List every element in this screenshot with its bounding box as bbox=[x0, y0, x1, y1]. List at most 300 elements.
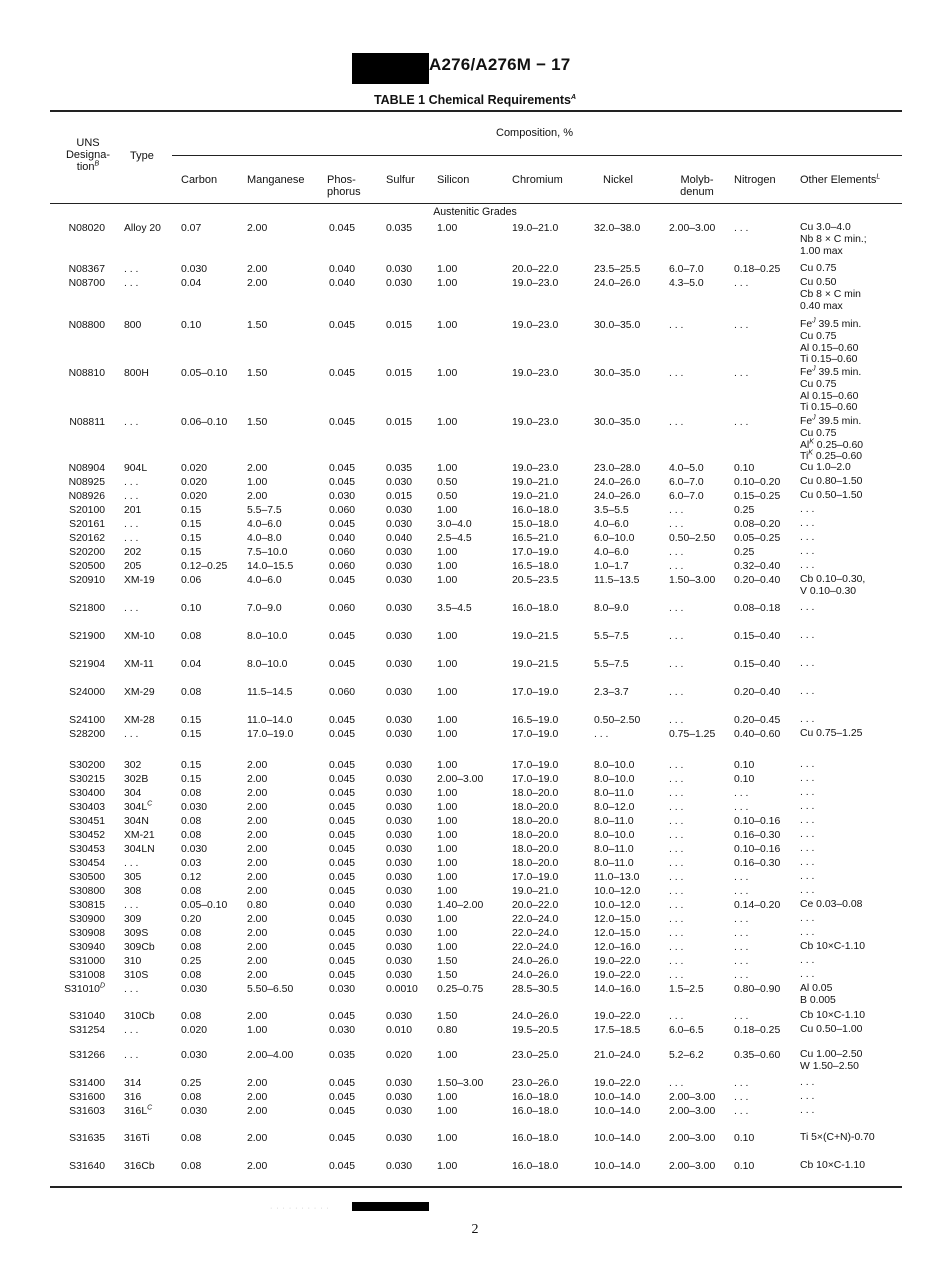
sulfur-cell bbox=[386, 490, 412, 503]
table-row bbox=[0, 773, 950, 786]
redaction-bar-footer bbox=[352, 1202, 429, 1211]
sulfur-cell-text: 0.030 bbox=[386, 886, 413, 897]
uns-cell bbox=[69, 1105, 105, 1118]
sulfur-cell-text: 0.010 bbox=[386, 1025, 413, 1036]
uns-cell bbox=[69, 969, 105, 982]
sulfur-cell-text: 0.030 bbox=[386, 816, 413, 827]
molybdenum-cell-text: 1.50–3.00 bbox=[669, 575, 716, 586]
nitrogen-cell-text: . . . bbox=[734, 956, 749, 967]
phosphorus-cell-text: 0.060 bbox=[329, 603, 356, 614]
molybdenum-cell bbox=[669, 367, 683, 380]
molybdenum-cell bbox=[669, 686, 683, 699]
phosphorus-cell-text: 0.045 bbox=[329, 802, 356, 813]
chromium-cell bbox=[512, 899, 558, 912]
chromium-cell-text: 19.0–21.0 bbox=[512, 491, 559, 502]
silicon-cell bbox=[437, 885, 457, 898]
type-cell-text: XM-28 bbox=[124, 715, 155, 726]
nickel-cell bbox=[594, 1160, 640, 1173]
carbon-cell-text: 0.08 bbox=[181, 1161, 202, 1172]
carbon-cell bbox=[181, 416, 227, 429]
phosphorus-cell-text: 0.045 bbox=[329, 519, 356, 530]
phosphorus-cell-text: 0.045 bbox=[329, 914, 356, 925]
manganese-cell bbox=[247, 630, 287, 643]
carbon-cell bbox=[181, 899, 227, 912]
other-elements-cell bbox=[800, 602, 814, 614]
sulfur-cell bbox=[386, 263, 412, 276]
silicon-cell bbox=[437, 857, 457, 870]
carbon-cell bbox=[181, 490, 207, 503]
silicon-cell-text: 1.00 bbox=[437, 417, 458, 428]
silicon-cell-text: 3.5–4.5 bbox=[437, 603, 472, 614]
phosphorus-cell-text: 0.045 bbox=[329, 830, 356, 841]
other-elements-line: . . . bbox=[800, 602, 815, 613]
carbon-cell bbox=[181, 222, 201, 235]
manganese-cell-text: 17.0–19.0 bbox=[247, 729, 294, 740]
nickel-cell-text: 30.0–35.0 bbox=[594, 368, 641, 379]
table-row bbox=[0, 1010, 950, 1023]
nitrogen-cell-text: 0.10 bbox=[734, 463, 755, 474]
manganese-cell bbox=[247, 1010, 267, 1023]
sulfur-cell bbox=[386, 602, 412, 615]
nitrogen-cell-text: 0.08–0.20 bbox=[734, 519, 781, 530]
carbon-cell-text: 0.08 bbox=[181, 942, 202, 953]
type-cell bbox=[124, 546, 141, 559]
manganese-cell-text: 2.00 bbox=[247, 1133, 268, 1144]
uns-cell bbox=[69, 871, 105, 884]
nickel-cell bbox=[594, 773, 634, 786]
carbon-cell bbox=[181, 927, 201, 940]
table-row bbox=[0, 871, 950, 884]
type-cell-text: 304LN bbox=[124, 844, 155, 855]
manganese-cell bbox=[247, 759, 267, 772]
carbon-cell bbox=[181, 518, 201, 531]
phosphorus-cell bbox=[329, 574, 355, 587]
carbon-cell bbox=[181, 504, 201, 517]
silicon-cell-text: 1.00 bbox=[437, 715, 458, 726]
uns-cell-text: S24100 bbox=[69, 715, 105, 726]
silicon-cell-text: 1.00 bbox=[437, 729, 458, 740]
silicon-cell bbox=[437, 773, 483, 786]
sulfur-cell bbox=[386, 686, 412, 699]
sulfur-cell bbox=[386, 416, 412, 429]
chromium-cell-text: 19.0–21.5 bbox=[512, 631, 559, 642]
sulfur-cell-text: 0.030 bbox=[386, 603, 413, 614]
other-elements-line: . . . bbox=[800, 829, 815, 840]
silicon-cell bbox=[437, 955, 457, 968]
element-footnote-mark: K bbox=[808, 449, 813, 457]
chromium-cell bbox=[512, 504, 558, 517]
other-elements-line: B 0.005 bbox=[800, 994, 836, 1006]
silicon-cell-text: 1.00 bbox=[437, 760, 458, 771]
other-elements-cell bbox=[800, 1077, 814, 1089]
phosphorus-cell bbox=[329, 1049, 355, 1062]
carbon-cell bbox=[181, 773, 201, 786]
other-elements-cell bbox=[800, 319, 861, 366]
table-row bbox=[0, 728, 950, 741]
molybdenum-cell-text: . . . bbox=[669, 1011, 684, 1022]
other-elements-cell bbox=[800, 532, 814, 544]
table-row bbox=[0, 714, 950, 727]
chromium-cell bbox=[512, 801, 558, 814]
carbon-cell bbox=[181, 476, 207, 489]
carbon-cell-text: 0.15 bbox=[181, 519, 202, 530]
other-elements-cell bbox=[800, 714, 814, 726]
nickel-cell bbox=[594, 759, 634, 772]
table-row bbox=[0, 658, 950, 671]
phosphorus-cell-text: 0.045 bbox=[329, 417, 356, 428]
other-elements-line: Cu 0.75 bbox=[800, 378, 837, 390]
nitrogen-cell-text: . . . bbox=[734, 788, 749, 799]
sulfur-cell-text: 0.030 bbox=[386, 659, 413, 670]
manganese-cell bbox=[247, 728, 293, 741]
molybdenum-cell-text: . . . bbox=[669, 519, 684, 530]
page-number: 2 bbox=[471, 1222, 479, 1237]
molybdenum-cell-text: . . . bbox=[669, 368, 684, 379]
other-elements-cell bbox=[800, 504, 814, 516]
manganese-cell bbox=[247, 560, 293, 573]
silicon-cell-text: 1.00 bbox=[437, 816, 458, 827]
type-cell bbox=[124, 518, 138, 531]
nitrogen-cell bbox=[734, 871, 748, 884]
type-cell bbox=[124, 504, 141, 517]
uns-cell bbox=[69, 857, 105, 870]
molybdenum-cell-text: . . . bbox=[669, 886, 684, 897]
manganese-cell bbox=[247, 969, 267, 982]
carbon-cell bbox=[181, 1049, 207, 1062]
phosphorus-cell-text: 0.045 bbox=[329, 788, 356, 799]
type-cell-text: XM-11 bbox=[124, 659, 154, 670]
silicon-cell-text: 1.50–3.00 bbox=[437, 1078, 484, 1089]
nickel-cell-text: 21.0–24.0 bbox=[594, 1050, 641, 1061]
type-cell-text: 201 bbox=[124, 505, 142, 516]
manganese-cell-text: 8.0–10.0 bbox=[247, 659, 288, 670]
phosphorus-cell-text: 0.035 bbox=[329, 1050, 356, 1061]
phosphorus-cell-text: 0.060 bbox=[329, 561, 356, 572]
nitrogen-cell-text: 0.40–0.60 bbox=[734, 729, 781, 740]
nickel-cell bbox=[594, 277, 640, 290]
phosphorus-cell bbox=[329, 843, 355, 856]
manganese-cell-text: 2.00 bbox=[247, 1092, 268, 1103]
col-header-phosphorus: Phos- phorus bbox=[327, 174, 361, 198]
sulfur-cell bbox=[386, 815, 412, 828]
chromium-cell bbox=[512, 759, 558, 772]
chromium-cell-text: 19.5–20.5 bbox=[512, 1025, 559, 1036]
other-elements-cell bbox=[800, 1024, 862, 1036]
chromium-cell bbox=[512, 773, 558, 786]
other-elements-cell bbox=[800, 899, 862, 911]
phosphorus-cell bbox=[329, 1105, 355, 1118]
manganese-cell bbox=[247, 899, 267, 912]
type-cell-text: XM-10 bbox=[124, 631, 155, 642]
other-elements-cell bbox=[800, 857, 814, 869]
phosphorus-cell bbox=[329, 1010, 355, 1023]
nitrogen-cell-text: 0.10 bbox=[734, 760, 755, 771]
nitrogen-cell-text: 0.08–0.18 bbox=[734, 603, 781, 614]
nickel-cell bbox=[594, 955, 640, 968]
nitrogen-cell-text: . . . bbox=[734, 278, 749, 289]
uns-cell-text: S24000 bbox=[69, 687, 105, 698]
silicon-cell bbox=[437, 1049, 457, 1062]
col-header-other-note: L bbox=[876, 173, 881, 181]
chromium-cell-text: 16.5–18.0 bbox=[512, 561, 559, 572]
manganese-cell bbox=[247, 490, 267, 503]
other-elements-line: V 0.10–0.30 bbox=[800, 585, 857, 597]
other-elements-line: Ti 0.15–0.60 bbox=[800, 402, 858, 414]
uns-cell bbox=[69, 686, 105, 699]
type-cell-text: Alloy 20 bbox=[124, 223, 161, 234]
uns-cell bbox=[69, 416, 105, 429]
manganese-cell-text: 2.00 bbox=[247, 1011, 268, 1022]
silicon-cell bbox=[437, 263, 457, 276]
uns-cell-text: S31635 bbox=[69, 1133, 105, 1144]
element-footnote-mark: J bbox=[812, 365, 816, 373]
other-elements-line: W 1.50–2.50 bbox=[800, 1060, 859, 1072]
uns-cell bbox=[69, 728, 105, 741]
sulfur-cell bbox=[386, 1091, 412, 1104]
phosphorus-cell-text: 0.045 bbox=[329, 886, 356, 897]
nitrogen-cell bbox=[734, 1024, 780, 1037]
uns-cell bbox=[69, 1160, 105, 1173]
silicon-cell-text: 1.00 bbox=[437, 858, 458, 869]
other-elements-line: Ti 0.15–0.60 bbox=[800, 354, 858, 366]
carbon-cell bbox=[181, 462, 207, 475]
molybdenum-cell bbox=[669, 560, 683, 573]
uns-cell bbox=[69, 277, 105, 290]
uns-cell-text: S30403 bbox=[69, 802, 105, 813]
type-cell-text: 309 bbox=[124, 914, 142, 925]
uns-cell-text: S30452 bbox=[69, 830, 105, 841]
other-elements-line: Cb 10×C-1.10 bbox=[800, 1160, 865, 1171]
sulfur-cell-text: 0.030 bbox=[386, 278, 413, 289]
nitrogen-cell-text: . . . bbox=[734, 942, 749, 953]
nitrogen-cell bbox=[734, 801, 748, 814]
element-footnote-mark: K bbox=[809, 438, 814, 446]
col-header-molybdenum: Molyb- denum bbox=[680, 174, 714, 198]
carbon-cell-text: 0.12–0.25 bbox=[181, 561, 228, 572]
uns-cell-text: S31010 bbox=[64, 984, 100, 995]
col-header-chromium: Chromium bbox=[512, 174, 563, 186]
nickel-cell-text: 14.0–16.0 bbox=[594, 984, 641, 995]
chromium-cell-text: 17.0–19.0 bbox=[512, 687, 559, 698]
other-elements-cell bbox=[800, 686, 814, 698]
type-cell bbox=[124, 885, 141, 898]
chromium-cell-text: 18.0–20.0 bbox=[512, 816, 559, 827]
manganese-cell bbox=[247, 1077, 267, 1090]
uns-cell bbox=[69, 927, 105, 940]
molybdenum-cell bbox=[669, 871, 683, 884]
nitrogen-cell bbox=[734, 759, 754, 772]
nickel-cell-text: 23.0–28.0 bbox=[594, 463, 641, 474]
molybdenum-cell-text: . . . bbox=[669, 830, 684, 841]
silicon-cell bbox=[437, 801, 457, 814]
manganese-cell-text: 4.0–6.0 bbox=[247, 519, 282, 530]
other-elements-cell bbox=[800, 476, 862, 488]
other-elements-line: . . . bbox=[800, 955, 815, 966]
other-elements-cell bbox=[800, 913, 814, 925]
uns-cell bbox=[69, 490, 105, 503]
other-elements-line: . . . bbox=[800, 843, 815, 854]
other-elements-line: Cu 0.50–1.50 bbox=[800, 490, 863, 501]
sulfur-cell-text: 0.030 bbox=[386, 687, 413, 698]
sulfur-cell-text: 0.015 bbox=[386, 368, 413, 379]
nitrogen-cell bbox=[734, 885, 748, 898]
carbon-cell bbox=[181, 560, 227, 573]
other-elements-cell bbox=[800, 277, 861, 312]
table-row bbox=[0, 829, 950, 842]
chromium-cell-text: 16.5–21.0 bbox=[512, 533, 559, 544]
type-cell-text: . . . bbox=[124, 1050, 139, 1061]
nitrogen-cell bbox=[734, 955, 748, 968]
carbon-cell-text: 0.06 bbox=[181, 575, 202, 586]
molybdenum-cell bbox=[669, 1049, 704, 1062]
carbon-cell bbox=[181, 829, 201, 842]
type-cell bbox=[124, 843, 155, 856]
uns-cell-text: S31254 bbox=[69, 1025, 105, 1036]
type-cell bbox=[124, 829, 155, 842]
molybdenum-cell-text: . . . bbox=[669, 603, 684, 614]
silicon-cell bbox=[437, 367, 457, 380]
other-elements-line: . . . bbox=[800, 927, 815, 938]
chromium-cell-text: 16.0–18.0 bbox=[512, 1106, 559, 1117]
nitrogen-cell bbox=[734, 1160, 754, 1173]
molybdenum-cell bbox=[669, 829, 683, 842]
molybdenum-cell bbox=[669, 277, 704, 290]
molybdenum-cell-text: 6.0–6.5 bbox=[669, 1025, 704, 1036]
manganese-cell-text: 2.00 bbox=[247, 956, 268, 967]
other-elements-line: Cu 0.75 bbox=[800, 263, 837, 274]
molybdenum-cell bbox=[669, 490, 704, 503]
other-elements-line: Cu 0.75 bbox=[800, 330, 837, 342]
nitrogen-cell bbox=[734, 787, 748, 800]
other-elements-line: . . . bbox=[800, 857, 815, 868]
nickel-cell bbox=[594, 843, 634, 856]
chromium-cell bbox=[512, 574, 558, 587]
chromium-cell bbox=[512, 686, 558, 699]
sulfur-cell-text: 0.030 bbox=[386, 575, 413, 586]
carbon-cell bbox=[181, 1091, 201, 1104]
molybdenum-cell-text: . . . bbox=[669, 802, 684, 813]
nickel-cell bbox=[594, 574, 639, 587]
phosphorus-cell bbox=[329, 277, 355, 290]
silicon-cell-text: 1.00 bbox=[437, 659, 458, 670]
molybdenum-cell bbox=[669, 983, 704, 996]
sulfur-cell bbox=[386, 1077, 412, 1090]
chromium-cell-text: 24.0–26.0 bbox=[512, 1011, 559, 1022]
nickel-cell-text: 17.5–18.5 bbox=[594, 1025, 641, 1036]
other-elements-line: . . . bbox=[800, 504, 815, 515]
type-cell-text: 800 bbox=[124, 320, 142, 331]
manganese-cell bbox=[247, 1132, 267, 1145]
phosphorus-cell-text: 0.045 bbox=[329, 715, 356, 726]
sulfur-cell bbox=[386, 969, 412, 982]
uns-cell-text: N08925 bbox=[68, 477, 105, 488]
molybdenum-cell-text: . . . bbox=[669, 687, 684, 698]
silicon-cell bbox=[437, 518, 472, 531]
chromium-cell-text: 19.0–23.0 bbox=[512, 368, 559, 379]
nickel-cell-text: 19.0–22.0 bbox=[594, 970, 641, 981]
manganese-cell bbox=[247, 815, 267, 828]
other-elements-line: Cu 0.50 bbox=[800, 277, 837, 288]
molybdenum-cell bbox=[669, 222, 715, 235]
sulfur-cell-text: 0.040 bbox=[386, 533, 413, 544]
uns-cell-text: S31000 bbox=[69, 956, 105, 967]
manganese-cell-text: 11.0–14.0 bbox=[247, 715, 293, 726]
nickel-cell bbox=[594, 787, 634, 800]
chromium-cell-text: 28.5–30.5 bbox=[512, 984, 559, 995]
manganese-cell-text: 0.80 bbox=[247, 900, 268, 911]
nickel-cell bbox=[594, 658, 629, 671]
nitrogen-cell-text: 0.15–0.40 bbox=[734, 631, 781, 642]
nitrogen-cell bbox=[734, 983, 780, 996]
phosphorus-cell bbox=[329, 829, 355, 842]
carbon-cell bbox=[181, 801, 207, 814]
silicon-cell bbox=[437, 574, 457, 587]
silicon-cell bbox=[437, 686, 457, 699]
uns-cell-text: N08020 bbox=[68, 223, 105, 234]
nickel-cell-text: 4.0–6.0 bbox=[594, 519, 629, 530]
nitrogen-cell bbox=[734, 574, 780, 587]
phosphorus-cell-text: 0.045 bbox=[329, 1161, 356, 1172]
element-value: 39.5 min. bbox=[815, 416, 862, 427]
manganese-cell bbox=[247, 277, 267, 290]
nitrogen-cell bbox=[734, 263, 780, 276]
phosphorus-cell-text: 0.045 bbox=[329, 1092, 356, 1103]
carbon-cell bbox=[181, 871, 201, 884]
col-header-nitrogen: Nitrogen bbox=[734, 174, 776, 186]
manganese-cell bbox=[247, 574, 282, 587]
molybdenum-cell-text: . . . bbox=[669, 816, 684, 827]
table-bottom-rule bbox=[50, 1186, 902, 1188]
nickel-cell bbox=[594, 815, 634, 828]
uns-cell bbox=[69, 1091, 105, 1104]
nickel-cell bbox=[594, 913, 640, 926]
table-row bbox=[0, 1160, 950, 1173]
type-cell-text: 904L bbox=[124, 463, 148, 474]
manganese-cell bbox=[247, 546, 287, 559]
element-value: 0.25–0.60 bbox=[812, 451, 863, 463]
uns-cell-text: S30908 bbox=[69, 928, 105, 939]
type-cell bbox=[124, 560, 141, 573]
carbon-cell-text: 0.020 bbox=[181, 1025, 208, 1036]
nickel-cell bbox=[594, 263, 640, 276]
manganese-cell bbox=[247, 714, 292, 727]
chromium-cell bbox=[512, 829, 558, 842]
nitrogen-cell bbox=[734, 658, 780, 671]
phosphorus-cell bbox=[329, 1132, 355, 1145]
other-elements-line: . . . bbox=[800, 885, 815, 896]
other-elements-cell bbox=[800, 490, 862, 502]
type-cell-text: 302B bbox=[124, 774, 149, 785]
nitrogen-cell bbox=[734, 913, 748, 926]
carbon-cell bbox=[181, 532, 201, 545]
molybdenum-cell-text: 2.00–3.00 bbox=[669, 1133, 716, 1144]
nitrogen-cell-text: 0.20–0.40 bbox=[734, 575, 781, 586]
nitrogen-cell bbox=[734, 899, 780, 912]
uns-cell-note: D bbox=[99, 982, 105, 990]
sulfur-cell bbox=[386, 927, 412, 940]
chromium-cell bbox=[512, 969, 558, 982]
uns-cell bbox=[69, 955, 105, 968]
chromium-cell bbox=[512, 787, 558, 800]
uns-cell-text: N08811 bbox=[69, 417, 105, 428]
other-elements-line: . . . bbox=[800, 1091, 815, 1102]
nickel-cell bbox=[594, 1024, 640, 1037]
other-elements-line: 0.40 max bbox=[800, 300, 843, 312]
nickel-cell bbox=[594, 969, 640, 982]
manganese-cell-text: 2.00 bbox=[247, 886, 268, 897]
sulfur-cell bbox=[386, 1105, 412, 1118]
uns-cell-text: S20100 bbox=[69, 505, 105, 516]
